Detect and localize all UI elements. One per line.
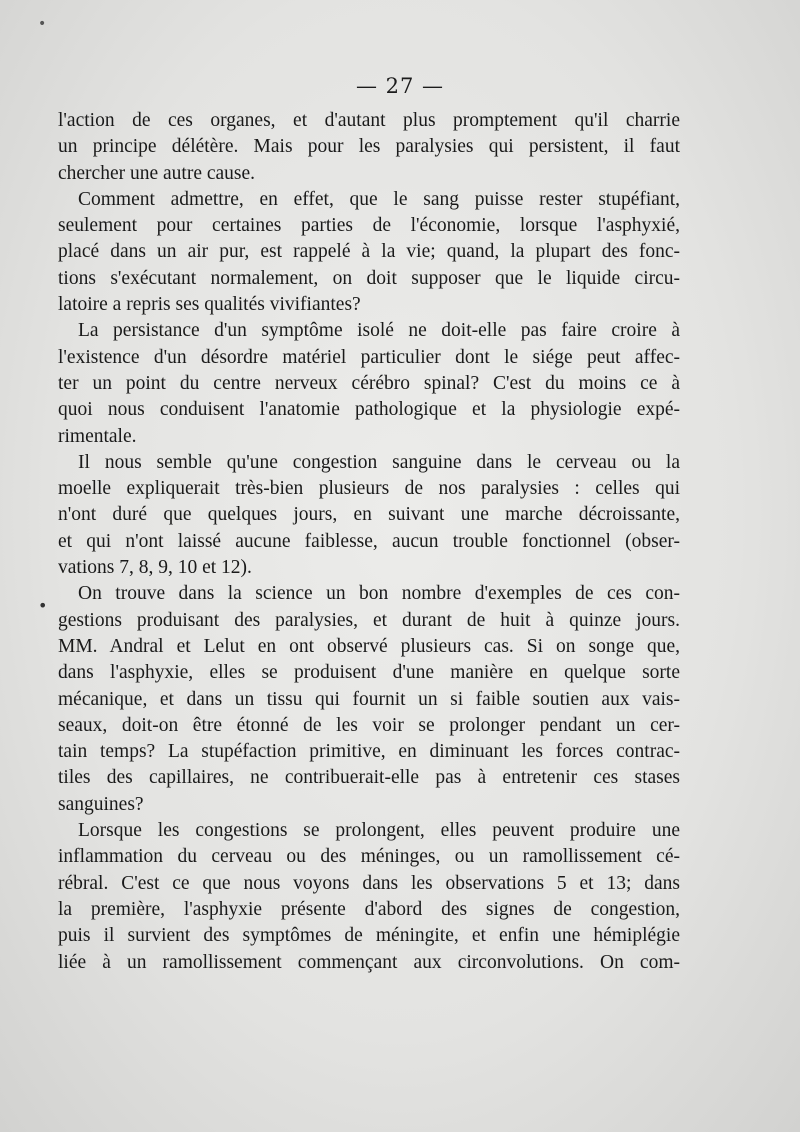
margin-bullet: • xyxy=(38,596,48,615)
text-line: tiles des capillaires, ne contribuerait-elle pas à entretenir ces stases xyxy=(58,767,680,789)
text-line: l'existence d'un désordre matériel particulier dont le siége peut affec- xyxy=(58,346,680,368)
text-line: quoi nous conduisent l'anatomie pathologique et la physiologie expé- xyxy=(58,399,680,421)
text-line: rébral. C'est ce que nous voyons dans les observations 5 et 13; dans xyxy=(58,872,680,894)
text-line: vations 7, 8, 9, 10 et 12). xyxy=(58,557,252,579)
text-line: n'ont duré que quelques jours, en suivant une marche décroissante, xyxy=(58,504,680,526)
text-line: et qui n'ont laissé aucune faiblesse, aucun trouble fonctionnel (obser- xyxy=(58,530,680,552)
text-line: tions s'exécutant normalement, on doit supposer que le liquide circu- xyxy=(58,267,680,289)
text-line: gestions produisant des paralysies, et durant de huit à quinze jours. xyxy=(58,609,680,631)
text-line: rimentale. xyxy=(58,425,137,447)
text-line: moelle expliquerait très-bien plusieurs de nos paralysies : celles qui xyxy=(58,478,680,500)
text-line: la première, l'asphyxie présente d'abord des signes de congestion, xyxy=(58,898,680,920)
text-line: sanguines? xyxy=(58,793,144,815)
text-line: tain temps? La stupéfaction primitive, en diminuant les forces contrac- xyxy=(58,741,680,763)
text-line: chercher une autre cause. xyxy=(58,162,256,184)
text-line: seulement pour certaines parties de l'économie, lorsque l'asphyxié, xyxy=(58,215,680,237)
text-line: mécanique, et dans un tissu qui fournit un si faible soutien aux vais- xyxy=(58,688,680,710)
text-line: inflammation du cerveau ou des méninges, ou un ramollissement cé- xyxy=(58,846,680,868)
paragraph-first-line: Il nous semble qu'une congestion sanguine dans le cerveau ou la xyxy=(78,451,680,473)
margin-speck: • xyxy=(38,16,47,32)
text-line: placé dans un air pur, est rappelé à la vie; quand, la plupart des fonc- xyxy=(58,241,680,263)
body-text xyxy=(58,108,680,976)
text-line: dans l'asphyxie, elles se produisent d'une manière en quelque sorte xyxy=(58,662,680,684)
page-number: — 27 — xyxy=(355,74,445,98)
text-line: puis il survient des symptômes de méningite, et enfin une hémiplégie xyxy=(58,925,680,947)
text-line: seaux, doit-on être étonné de les voir se prolonger pendant un cer- xyxy=(58,714,680,736)
text-line: l'action de ces organes, et d'autant plus promptement qu'il charrie xyxy=(58,110,680,131)
text-line: latoire a repris ses qualités vivifiantes? xyxy=(58,294,361,316)
paragraph-first-line: Comment admettre, en effet, que le sang puisse rester stupéfiant, xyxy=(78,188,680,210)
paragraph-first-line: La persistance d'un symptôme isolé ne doit-elle pas faire croire à xyxy=(78,320,680,342)
paragraph-first-line: On trouve dans la science un bon nombre d'exemples de ces con- xyxy=(78,583,680,605)
text-line: MM. Andral et Lelut en ont observé plusieurs cas. Si on songe que, xyxy=(58,635,680,657)
paragraph-first-line: Lorsque les congestions se prolongent, elles peuvent produire une xyxy=(78,820,680,842)
text-line: ter un point du centre nerveux cérébro spinal? C'est du moins ce à xyxy=(58,372,680,394)
text-line: liée à un ramollissement commençant aux circonvolutions. On com- xyxy=(58,951,680,973)
text-line: un principe délétère. Mais pour les paralysies qui persistent, il faut xyxy=(58,136,680,158)
